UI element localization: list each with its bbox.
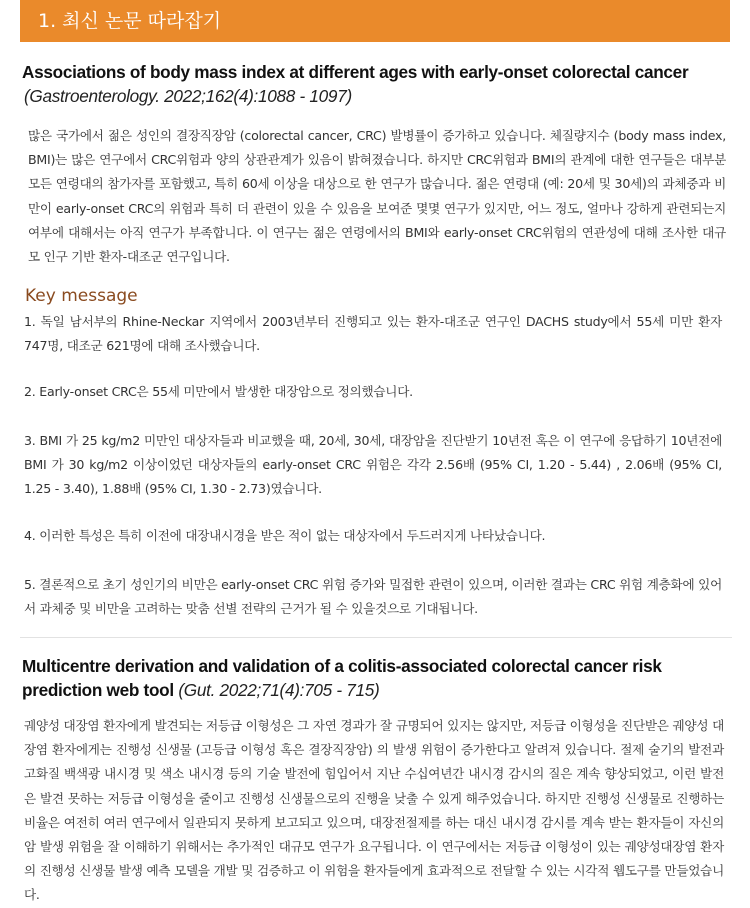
section-header [20, 0, 730, 42]
article-citation: (Gastroenterology. 2022;162(4):1088 - 1097) [24, 86, 352, 106]
article-title-text: Associations of body mass index at different ages with early-onset colorectal cancer [22, 62, 689, 82]
article-title [22, 60, 737, 108]
article-title [22, 654, 737, 702]
divider [20, 637, 732, 638]
article-intro: 많은 국가에서 젊은 성인의 결장직장암 (colorectal cancer, CRC) 발병률이 증가하고 있습니다. 체질량지수 (body mass index, BMI)는 많은 연구에서 CRC위험과 양의 상관관계가 있음이 밝혀졌습니다. 하지만 CRC위험과 BMI의 관계에 대한 연구들은 대부분 모든 연령대의 참가자를 포함했고, 특히 60세 이상을 대상으로 한 연구가 많습니다. 젊은 연령대 (예: 20세 및 30세)의 과체중과 비만이 early-onset CRC의 위험과 특히 더 관련이 있을 수 있음을 보여준 몇몇 연구가 있지만, 어느 정도, 얼마나 강하게 관련되는지 여부에 대해서는 아직 연구가 부족합니다. 이 연구는 젊은 연령에서의 BMI와 early-onset CRC위험의 연관성에 대해 조사한 대규모 인구 기반 환자-대조군 연구입니다. [28, 128, 726, 265]
key-message-item: 1. 독일 남서부의 Rhine-Neckar 지역에서 2003년부터 진행되고 있는 환자-대조군 연구인 DACHS study에서 55세 미만 환자 747명, 대조군 621명에 대해 조사했습니다. [24, 314, 722, 354]
article-citation: (Gut. 2022;71(4):705 - 715) [178, 680, 380, 700]
key-message-heading: Key message [25, 286, 138, 306]
key-message-item: 4. 이러한 특성은 특히 이전에 대장내시경을 받은 적이 없는 대상자에서 두드러지게 나타났습니다. [24, 528, 546, 543]
key-message-item: 5. 결론적으로 초기 성인기의 비만은 early-onset CRC 위험 증가와 밀접한 관련이 있으며, 이러한 결과는 CRC 위험 계층화에 있어서 과체중 및 비만을 고려하는 맞춤 선별 전략의 근거가 될 수 있을것으로 기대됩니다. [24, 577, 722, 617]
key-message-item: 2. Early-onset CRC은 55세 미만에서 발생한 대장암으로 정의했습니다. [24, 384, 413, 399]
section-title: 1. 최신 논문 따라잡기 [38, 10, 222, 32]
article-title-text: Multicentre derivation and validation of a colitis-associated colorectal cancer risk prediction web tool [22, 656, 662, 700]
key-message-item: 3. BMI 가 25 kg/m2 미만인 대상자들과 비교했을 때, 20세, 30세, 대장암을 진단받기 10년전 혹은 이 연구에 응답하기 10년전에 BMI 가 30 kg/m2 이상이었던 대상자들의 early-onset CRC 위험은 각각 2.56배 (95% CI, 1.20 - 5.44) , 2.06배 (95% CI, 1.25 - 3.40), 1.88배 (95% CI, 1.30 - 2.73)였습니다. [24, 433, 722, 497]
article-intro: 궤양성 대장염 환자에게 발견되는 저등급 이형성은 그 자연 경과가 잘 규명되어 있지는 않지만, 저등급 이형성을 진단받은 궤양성 대장염 환자에게는 진행성 신생물 (고등급 이형성 혹은 결장직장암) 의 발생 위험이 증가한다고 알려져 있습니다. 절제 술기의 발전과 고화질 백색광 내시경 및 색소 내시경 등의 기술 발전에 힘입어서 지난 수십여년간 내시경 감시의 질은 계속 향상되었고, 이런 발전은 발견 못하는 저등급 이형성을 줄이고 진행성 신생물으로의 진행을 낮출 수 있게 해주었습니다. 하지만 진행성 신생물로 진행하는 비율은 여전히 여러 연구에서 일관되지 못하게 보고되고 있으며, 대장전절제를 하는 대신 내시경 감시를 계속 받는 환자들이 자신의 암 발생 위험을 잘 이해하기 위해서는 추가적인 대규모 연구가 요구됩니다. 이 연구에서는 저등급 이형성이 있는 궤양성대장염 환자의 진행성 신생물 발생 예측 모델을 개발 및 검증하고 이 위험을 환자들에게 효과적으로 전달할 수 있는 시각적 웹도구를 만들었습니다. [24, 718, 724, 903]
